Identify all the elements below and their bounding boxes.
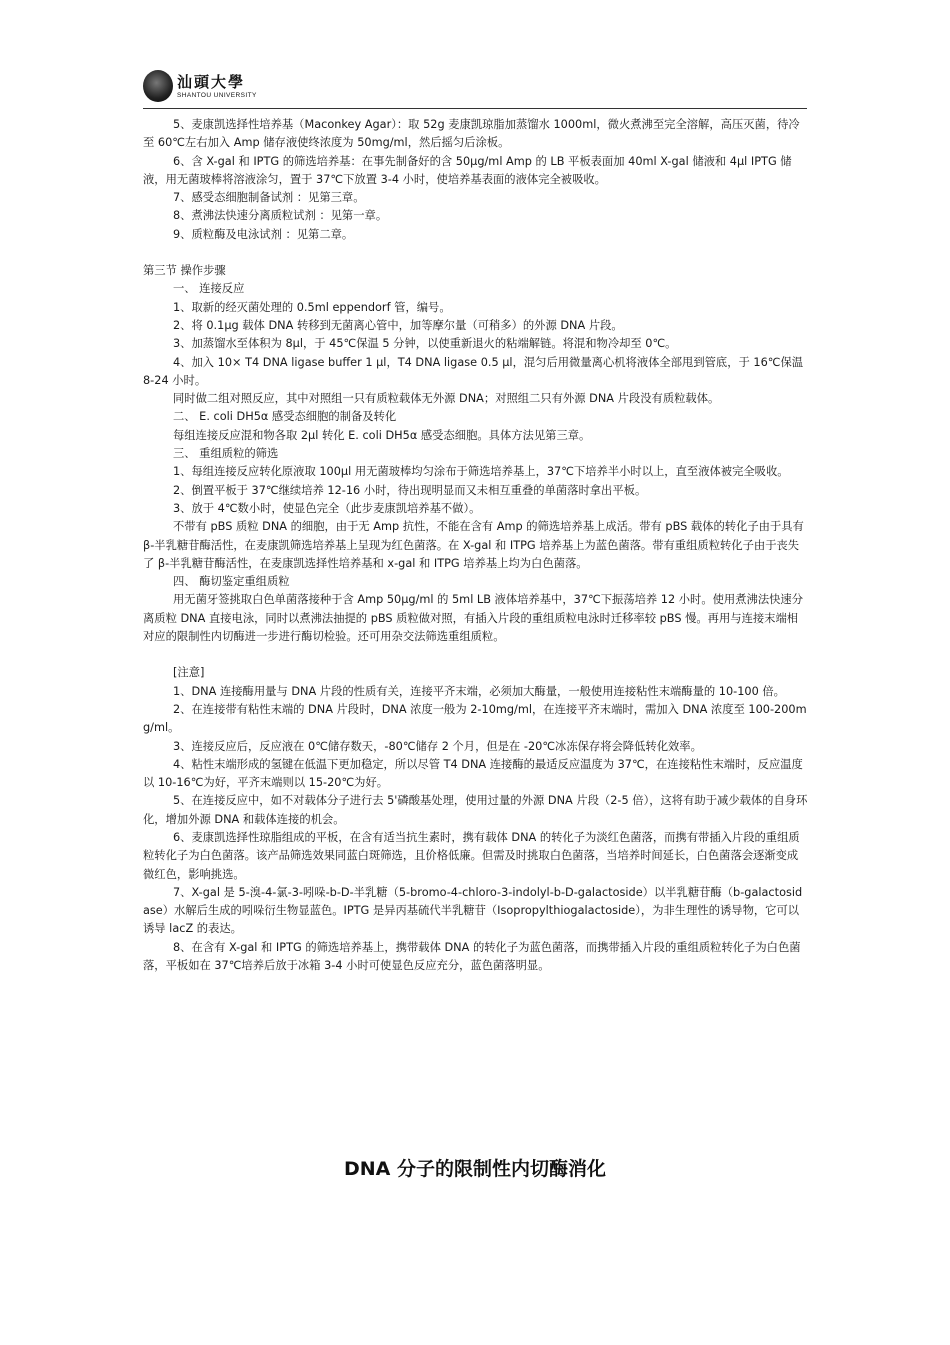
reagent-item: 8、煮沸法快速分离质粒试剂 ：见第一章。 bbox=[173, 209, 388, 223]
step-paragraph: 用无菌牙签挑取白色单菌落接种于含 Amp 50μg/ml 的 5ml LB 液体培养基中，37℃下振荡培养 12 小时。使用煮沸法快速分离质粒 DNA 直接电泳，同时以煮沸法抽提的 pBS 质粒做对照，有插入片段的重组质粒电泳时迁移率较 pBS 慢。再用与连接末端相对应的限制性内切酶进一步进行酶切检验。还可用杂交法筛选重组质粒。 bbox=[143, 593, 804, 644]
step-paragraph: 3、加蒸馏水至体积为 8μl，于 45℃保温 5 分钟，以使重新退火的粘端解链。将混和物冷却至 0℃。 bbox=[173, 337, 677, 351]
logo-chinese-name: 汕頭大學 bbox=[177, 73, 246, 91]
reagent-item: 6、含 X-gal 和 IPTG 的筛选培养基：在事先制备好的含 50μg/ml Amp 的 LB 平板表面加 40ml X-gal 储液和 4μl IPTG 储液，用无菌玻棒将溶液涂匀，置于 37℃下放置 3-4 小时，使培养基表面的液体完全被吸收。 bbox=[143, 154, 792, 186]
step-paragraph: 3、放于 4℃数小时，使显色完全（此步麦康凯培养基不做）。 bbox=[173, 501, 481, 515]
note-item: 4、粘性末端形成的氢键在低温下更加稳定，所以尽管 T4 DNA 连接酶的最适反应温度为 37℃，在连接粘性末端时，反应温度以 10-16℃为好，平齐末端则以 15-20℃为好。 bbox=[143, 757, 803, 790]
note-item: 7、X-gal 是 5-溴-4-氯-3-吲哚-b-D-半乳糖（5-bromo-4-chloro-3-indolyl-b-D-galactoside）以半乳糖苷酶（b-galactosidase）水解后生成的吲哚衍生物显蓝色。IPTG 是异丙基硫代半乳糖苷（Isopropylthiogalactoside），为非生理性的诱导物，它可以诱导 lacZ 的表达。 bbox=[143, 885, 803, 936]
step-paragraph: 每组连接反应混和物各取 2μl 转化 E. coli DH5α 感受态细胞。具体方法见第三章。 bbox=[173, 428, 591, 442]
reagent-item: 5、麦康凯选择性培养基（Maconkey Agar）：取 52g 麦康凯琼脂加蒸馏水 1000ml，微火煮沸至完全溶解，高压灭菌，待冷至 60℃左右加入 Amp 储存液使终浓度为 50mg/ml，然后摇匀后涂板。 bbox=[143, 118, 800, 150]
note-item: 6、麦康凯选择性琼脂组成的平板，在含有适当抗生素时，携有载体 DNA 的转化子为淡红色菌落，而携有带插入片段的重组质粒转化子为白色菌落。该产品筛选效果同蓝白斑筛选，且价格低廉。但需及时挑取白色菌落，当培养时间延长，白色菌落会逐渐变成微红色，影响挑选。 bbox=[143, 830, 800, 881]
step-paragraph: 1、取新的经灭菌处理的 0.5ml eppendorf 管，编号。 bbox=[173, 300, 451, 314]
note-item: 8、在含有 X-gal 和 IPTG 的筛选培养基上，携带载体 DNA 的转化子为蓝色菌落，而携带插入片段的重组质粒转化子为白色菌落，平板如在 37℃培养后放于冰箱 3-4 小时可使显色反应充分，蓝色菌落明显。 bbox=[143, 940, 801, 973]
page-header bbox=[143, 68, 807, 109]
document-body bbox=[143, 116, 808, 975]
step-heading: 三、 重组质粒的筛选 bbox=[173, 447, 279, 461]
step-paragraph: 不带有 pBS 质粒 DNA 的细胞，由于无 Amp 抗性，不能在含有 Amp 的筛选培养基上成活。带有 pBS 载体的转化子由于具有 β-半乳糖苷酶活性，在麦康凯筛选培养基上呈现为红色菌落。在 X-gal 和 ITPG 培养基上为蓝色菌落。带有重组质粒转化子由于丧失了 β-半乳糖苷酶活性，在麦康凯选择性培养基和 x-gal 和 ITPG 培养基上均为白色菌落。 bbox=[143, 520, 804, 570]
note-item: 5、在连接反应中，如不对载体分子进行去 5'磷酸基处理，使用过量的外源 DNA 片段（2-5 倍），这将有助于减少载体的自身环化，增加外源 DNA 和载体连接的机会。 bbox=[143, 794, 808, 826]
procedure-steps bbox=[143, 280, 808, 646]
reagent-item: 7、感受态细胞制备试剂 ：见第三章。 bbox=[173, 191, 365, 205]
section-title: 第三节 操作步骤 bbox=[143, 264, 226, 278]
notes-list bbox=[143, 683, 808, 976]
university-logo bbox=[143, 70, 261, 106]
note-item: 1、DNA 连接酶用量与 DNA 片段的性质有关，连接平齐末端，必须加大酶量，一般使用连接粘性末端酶量的 10-100 倍。 bbox=[173, 684, 785, 698]
notes-title: [注意] bbox=[173, 666, 205, 680]
next-chapter-title: DNA 分子的限制性内切酶消化 bbox=[344, 1158, 606, 1180]
university-seal-icon bbox=[143, 70, 173, 102]
step-paragraph: 2、将 0.1μg 载体 DNA 转移到无菌离心管中，加等摩尔量（可稍多）的外源 DNA 片段。 bbox=[173, 318, 623, 332]
logo-english-name: SHANTOU UNIVERSITY bbox=[177, 92, 257, 99]
step-heading: 四、 酶切鉴定重组质粒 bbox=[173, 575, 290, 589]
step-paragraph: 1、每组连接反应转化原液取 100μl 用无菌玻棒均匀涂布于筛选培养基上，37℃下培养半小时以上，直至液体被完全吸收。 bbox=[173, 465, 789, 479]
reagent-item: 9、质粒酶及电泳试剂 ：见第二章。 bbox=[173, 227, 354, 241]
reagent-list bbox=[143, 116, 808, 244]
note-item: 2、在连接带有粘性末端的 DNA 片段时，DNA 浓度一般为 2-10mg/ml，在连接平齐末端时，需加入 DNA 浓度至 100-200mg/ml。 bbox=[143, 702, 807, 735]
note-item: 3、连接反应后，反应液在 0℃储存数天，-80℃储存 2 个月，但是在 -20℃冰冻保存将会降低转化效率。 bbox=[173, 739, 702, 753]
step-paragraph: 同时做二组对照反应，其中对照组一只有质粒载体无外源 DNA；对照组二只有外源 DNA 片段没有质粒载体。 bbox=[173, 392, 720, 406]
step-heading: 一、 连接反应 bbox=[173, 282, 245, 296]
step-paragraph: 2、倒置平板于 37℃继续培养 12-16 小时，待出现明显而又未相互重叠的单菌落时拿出平板。 bbox=[173, 483, 647, 497]
step-paragraph: 4、加入 10× T4 DNA ligase buffer 1 μl，T4 DNA ligase 0.5 μl，混匀后用微量离心机将液体全部甩到管底，于 16℃保温 8-24 小时。 bbox=[143, 355, 804, 387]
step-heading: 二、 E. coli DH5α 感受态细胞的制备及转化 bbox=[173, 410, 397, 424]
